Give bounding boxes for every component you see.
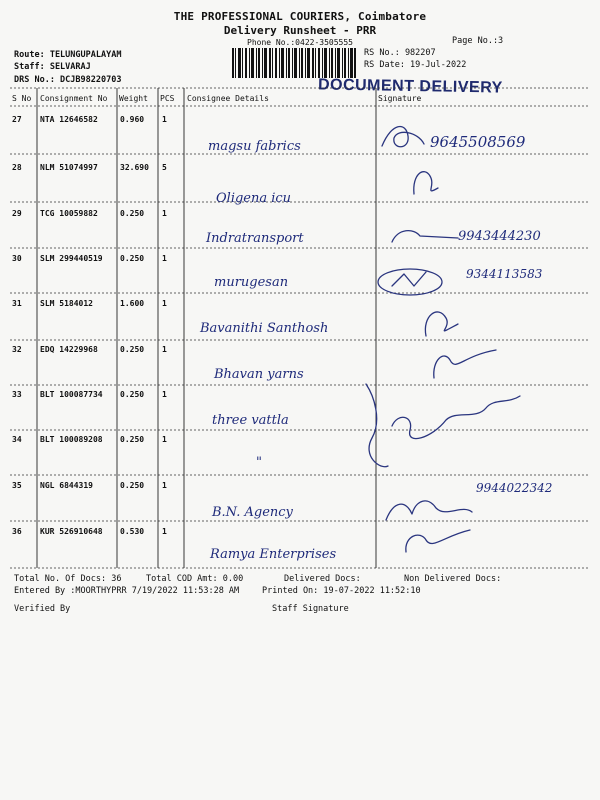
row-consignee-handwritten: Bavanithi Santhosh [200, 321, 329, 336]
row-pcs: 1 [162, 209, 167, 218]
header-weight: Weight [119, 94, 148, 103]
row-consignee-handwritten: Oligena icu [216, 191, 292, 206]
signature-scribble [392, 396, 520, 439]
row-weight: 0.250 [120, 209, 145, 218]
signature-scribble [386, 501, 472, 520]
row-consignment: EDQ 14229968 [40, 345, 98, 354]
page-number: Page No.:3 [452, 36, 504, 46]
row-signature-handwritten: 9645508569 [430, 133, 526, 151]
rs-number: RS No.: 982207 [364, 48, 436, 58]
row-weight: 0.250 [120, 345, 145, 354]
row-consignee-handwritten: three vattla [212, 413, 289, 428]
row-weight: 0.250 [120, 481, 145, 490]
row-pcs: 1 [162, 115, 167, 124]
row-consignment: SLM 299440519 [40, 254, 103, 263]
row-consignment: BLT 100087734 [40, 390, 103, 399]
signature-scribble [382, 127, 424, 147]
row-sno: 30 [12, 254, 22, 263]
signature-scribble [425, 312, 458, 336]
entered-by: Entered By :MOORTHYPRR 7/19/2022 11:53:28 AM [14, 586, 240, 596]
row-weight: 1.600 [120, 299, 145, 308]
printed-on: Printed On: 19-07-2022 11:52:10 [262, 586, 421, 596]
drs-number: DRS No.: DCJB98220703 [14, 75, 122, 85]
row-sno: 29 [12, 209, 22, 218]
delivered-docs: Delivered Docs: [284, 574, 361, 584]
signature-scribble [406, 530, 470, 552]
row-consignment: NGL 6844319 [40, 481, 93, 490]
row-consignment: KUR 526910648 [40, 527, 103, 536]
verified-by: Verified By [14, 604, 71, 614]
row-weight: 0.250 [120, 390, 145, 399]
row-consignee-handwritten: murugesan [214, 275, 289, 290]
row-pcs: 1 [162, 254, 167, 263]
staff: Staff: SELVARAJ [14, 62, 91, 72]
non-delivered-docs: Non Delivered Docs: [404, 574, 502, 584]
header-pcs: PCS [160, 94, 175, 103]
row-pcs: 1 [162, 299, 167, 308]
row-pcs: 1 [162, 345, 167, 354]
phone-number: Phone No.:0422-3505555 [247, 38, 353, 47]
row-weight: 0.250 [120, 435, 145, 444]
row-consignee-handwritten: B.N. Agency [212, 505, 293, 520]
company-title: THE PROFESSIONAL COURIERS, Coimbatore [173, 10, 427, 23]
row-consignment: NTA 12646582 [40, 115, 98, 124]
row-pcs: 5 [162, 163, 167, 172]
row-consignee-handwritten: Indratransport [206, 231, 304, 246]
row-weight: 0.250 [120, 254, 145, 263]
signature-scribble [392, 272, 426, 286]
route: Route: TELUNGUPALAYAM [14, 50, 122, 60]
rs-date: RS Date: 19-Jul-2022 [364, 60, 467, 70]
row-consignment: SLM 5184012 [40, 299, 93, 308]
row-consignee-handwritten: Ramya Enterprises [210, 547, 337, 562]
row-pcs: 1 [162, 435, 167, 444]
header-signature: Signature [378, 94, 422, 103]
total-cod: Total COD Amt: 0.00 [146, 574, 244, 584]
row-weight: 0.530 [120, 527, 145, 536]
row-weight: 0.960 [120, 115, 145, 124]
row-weight: 32.690 [120, 163, 149, 172]
row-consignee-handwritten: Bhavan yarns [214, 367, 304, 382]
row-consignment: BLT 100089208 [40, 435, 103, 444]
row-sno: 27 [12, 115, 22, 124]
header-consignee: Consignee Details [187, 94, 269, 103]
header-sno: S No [12, 94, 32, 103]
row-pcs: 1 [162, 481, 167, 490]
row-signature-handwritten: 9344113583 [466, 267, 543, 281]
row-sno: 35 [12, 481, 22, 490]
header-consignment: Consignment No [40, 94, 108, 103]
document-type: Delivery Runsheet - PRR [223, 24, 377, 37]
row-signature-handwritten: 9943444230 [458, 229, 541, 244]
row-consignee-handwritten: " [256, 455, 262, 470]
staff-signature: Staff Signature [272, 604, 349, 614]
row-pcs: 1 [162, 527, 167, 536]
row-pcs: 1 [162, 390, 167, 399]
row-sno: 28 [12, 163, 22, 172]
row-sno: 36 [12, 527, 22, 536]
row-sno: 32 [12, 345, 22, 354]
row-sno: 31 [12, 299, 22, 308]
row-consignment: TCG 10059882 [40, 209, 98, 218]
row-sno: 33 [12, 390, 22, 399]
total-docs: Total No. Of Docs: 36 [14, 574, 122, 584]
row-signature-handwritten: 9944022342 [476, 481, 553, 495]
row-consignment: NLM 51074997 [40, 163, 98, 172]
signature-scribble [366, 384, 388, 467]
row-sno: 34 [12, 435, 22, 444]
signature-scribble [392, 231, 458, 242]
document-delivery-stamp: DOCUMENT DELIVERY [317, 76, 503, 97]
row-consignee-handwritten: magsu fabrics [208, 139, 301, 154]
signature-scribble [434, 350, 496, 378]
signature-scribble [414, 172, 438, 194]
